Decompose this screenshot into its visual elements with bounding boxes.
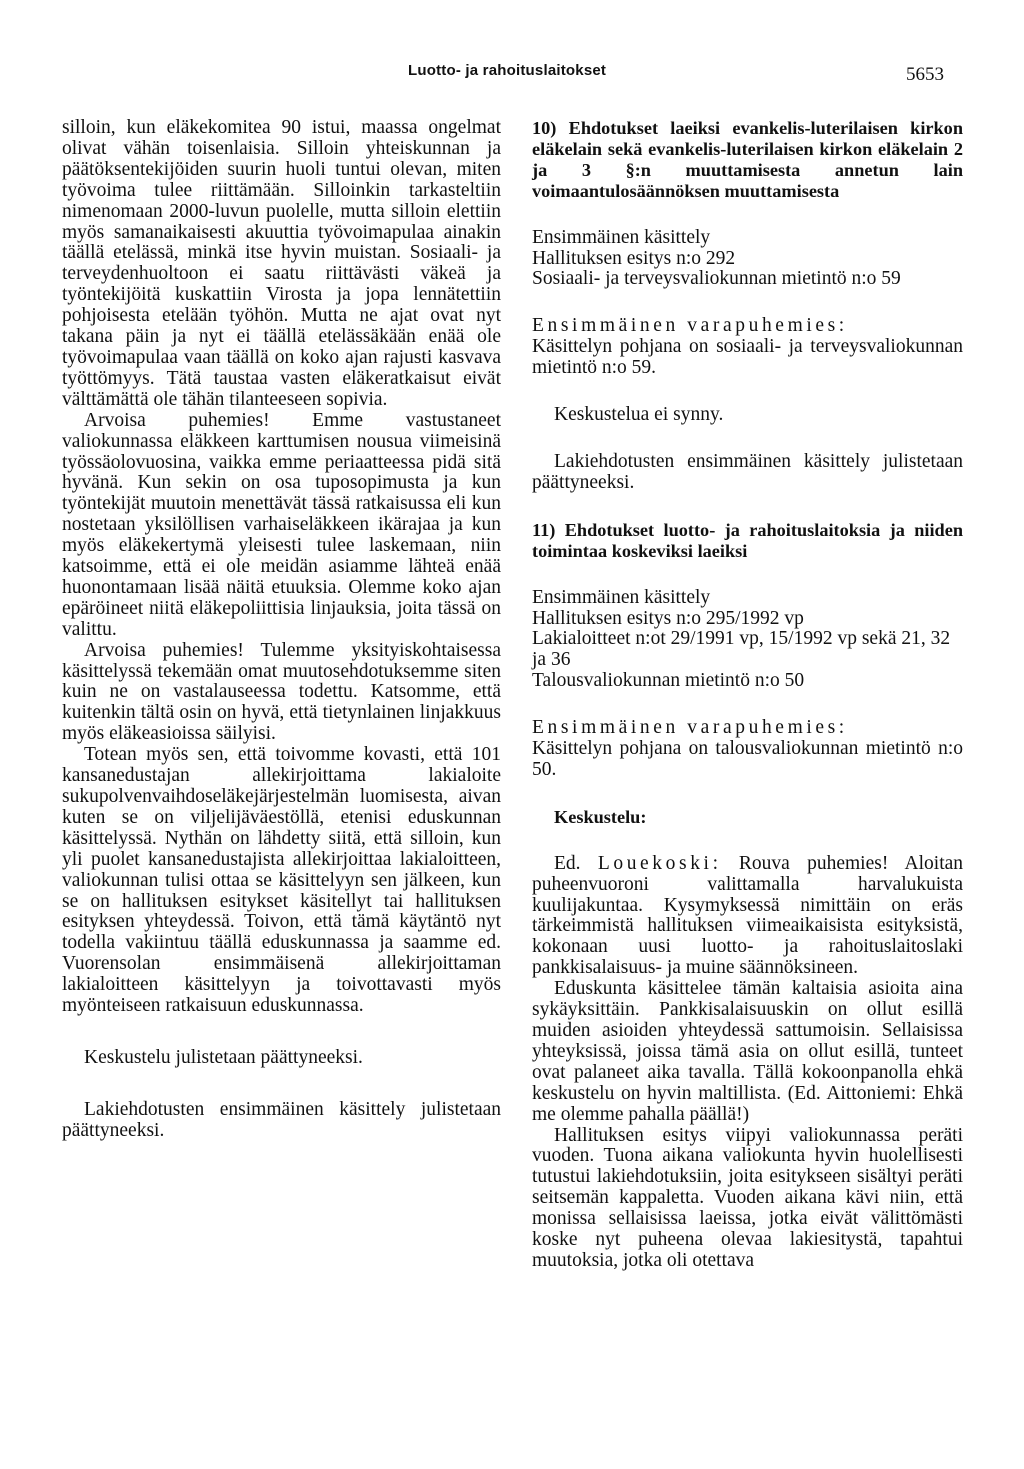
proceeding-line: Hallituksen esitys n:o 292: [532, 247, 736, 269]
closing-note: Keskustelu julistetaan päättyneeksi.: [84, 1046, 363, 1068]
speech-paragraph: Eduskunta käsittelee tämän kaltaisia asioita aina sykäyksittäin. Pankkisalaisuuskin on ollut esillä muiden asioiden yhteydessä sattumoisin. Sellaisissa yhteyksissä, joissa tämä asia on ollut esillä, tunteet ovat palaneet aika tavalla. Tällä kokoonpanolla ehkä keskustelu on hyvin maltillista. (Ed. Aittoniemi: Ehkä me olemme pahalla päällä!): [532, 978, 963, 1125]
procedural-note: Keskustelua ei synny.: [554, 404, 724, 426]
agenda-item-heading: 10) Ehdotukset laeiksi evankelis-luterilaisen kirkon eläkelain sekä evankelis-luterilaisen kirkon eläkelain 2 ja 3 §:n muuttamisesta annetun lain voimaantulosäännöksen muuttamisesta: [532, 118, 963, 201]
paragraph: silloin, kun eläkekomitea 90 istui, maassa ongelmat olivat vähän toisenlaisia. Silloin yhteiskunnan ja päätöksentekijöiden suurin huoli tuntui olevan, miten työvoima tulee riittämään. Silloinkin tarkasteltiin nimenomaan 2000-luvun puolelle, mutta silloin elettiin myös samanaikaisesti akuuttia työvoimapulaa ainakin täällä etelässä, minkä itse hyvin muistan. Sosiaali- ja terveydenhuoltoon ei saatu riittävästi väkeä ja työntekijöitä kuskattiin Virosta ja jopa lennätettiin pohjoisesta etelään työhön. Mutta ne ajat ovat nyt takana päin ja nyt ei täällä etelässäkään enää ole työvoimapulaa vaan täällä on koko ajan rajusti kasvava työttömyys. Tätä taustaa vasten eläkeratkaisut eivät välttämättä ole tähän tilanteeseen sopivia.: [62, 117, 501, 410]
discussion-heading: Keskustelu:: [554, 806, 647, 827]
speech-paragraph: Hallituksen esitys viipyi valiokunnassa peräti vuoden. Tuona aikana valiokunta hyvin huolellisesti tutustui lakiehdotuksiin, joita esitykseen sisältyi peräti seitsemän kappaletta. Vuoden aikana kävi niin, että monissa sellaisissa laeissa, jotka eivät välittömästi koske nyt puheena olevaa lakiesitystä, tapahtui muutoksia, jotka oli otettava: [532, 1124, 963, 1271]
running-header: [0, 62, 1024, 92]
speaker-name: Ensimmäinen varapuhemies:: [532, 717, 848, 739]
speech-paragraph: [532, 854, 963, 979]
procedural-note: Lakiehdotusten ensimmäinen käsittely julistetaan päättyneeksi.: [532, 450, 963, 493]
proceeding-line: Hallituksen esitys n:o 295/1992 vp: [532, 607, 804, 629]
speech-text: Käsittelyn pohjana on talousvaliokunnan mietintö n:o 50.: [532, 738, 963, 780]
proceeding-line: Sosiaali- ja terveysvaliokunnan mietintö n:o 59: [532, 268, 901, 290]
paragraph: Totean myös sen, että toivomme kovasti, että 101 kansanedustajan allekirjoittama lakialoite sukupolvenvaihdoseläkejärjestelmän luomisesta, aivan kuten se on viljelijäväestöllä, etenisi eduskunnan käsittelyssä. Nythän on lähdetty siitä, että silloin, kun yli puolet kansanedustajista allekirjoittaa lakialoitteen, valiokunnan tulisi ottaa se käsittelyyn sen jälkeen, kun se on hallituksen esitykset käsitellyt tai hallituksen esityksen yhteydessä. Toivon, että tämä käytäntö nyt todella vakiintuu täällä eduskunnassa ja saamme ed. Vuorensolan ensimmäisenä allekirjoittaman lakialoitteen käsittelyyn ja toivottavasti myös myönteiseen ratkaisuun eduskunnassa.: [62, 744, 501, 1017]
right-column: [532, 118, 963, 1272]
proceeding-line: Talousvaliokunnan mietintö n:o 50: [532, 670, 805, 692]
agenda-item-heading: 11) Ehdotukset luotto- ja rahoituslaitoksia ja niiden toimintaa koskeviksi laeiksi: [532, 519, 963, 561]
speaker-name: Louekoski:: [597, 852, 722, 874]
running-title: Luotto- ja rahoituslaitokset: [408, 62, 607, 79]
proceeding-line: Lakialoitteet n:ot 29/1991 vp, 15/1992 vp sekä 21, 32 ja 36: [532, 628, 951, 671]
speech-text: Käsittelyn pohjana on sosiaali- ja terveysvaliokunnan mietintö n:o 59.: [532, 336, 963, 379]
speaker-prefix: Ed.: [554, 852, 581, 874]
proceeding-line: Ensimmäinen käsittely: [532, 586, 711, 608]
left-column: [62, 118, 501, 1142]
paragraph: Arvoisa puhemies! Tulemme yksityiskohtaisessa käsittelyssä tekemään omat muutosehdotuksemme siten kuin ne on vastalauseessa todettu. Katsomme, että kuitenkin tältä osin on hyvä, että tietynlainen linjakkuus myös eläkeasioissa säilyisi.: [62, 639, 501, 745]
paragraph: Arvoisa puhemies! Emme vastustaneet valiokunnassa eläkkeen karttumisen nousua viimeisinä työssäolovuosina, vaikka emme periaatteessa pidä sitä hyvänä. Kun sekin on osa tuposopimusta ja kun työntekijät muutoin menettävät tässä ratkaisussa eli kun nostetaan yksilöllisen varhaiseläkkeen ikärajaa ja kun myös eläkekertymä yleisesti tulee laskemaan, niin katsoimme, että ei ole meidän asiamme lähteä enää huonontamaan lisää näitä etuuksia. Olemme koko ajan epäröineet niitä eläkepoliittisia linjauksia, joita tässä on valittu.: [62, 409, 501, 640]
speaker-name: Ensimmäinen varapuhemies:: [532, 315, 848, 337]
page-number: 5653: [906, 64, 944, 85]
closing-note: Lakiehdotusten ensimmäinen käsittely julistetaan päättyneeksi.: [62, 1098, 501, 1141]
proceeding-line: Ensimmäinen käsittely: [532, 226, 711, 248]
speech-text: Rouva puhemies! Aloitan puheenvuoroni valittamalla harvalukuista kuulijakuntaa. Kysymyksessä nimittäin on eräs tärkeimmistä hallituksen viimeaikaisista esityksistä, kokonaan uusi luotto- ja rahoituslaitoslaki pankkisalaisuus- ja muine säännöksineen.: [532, 852, 964, 979]
